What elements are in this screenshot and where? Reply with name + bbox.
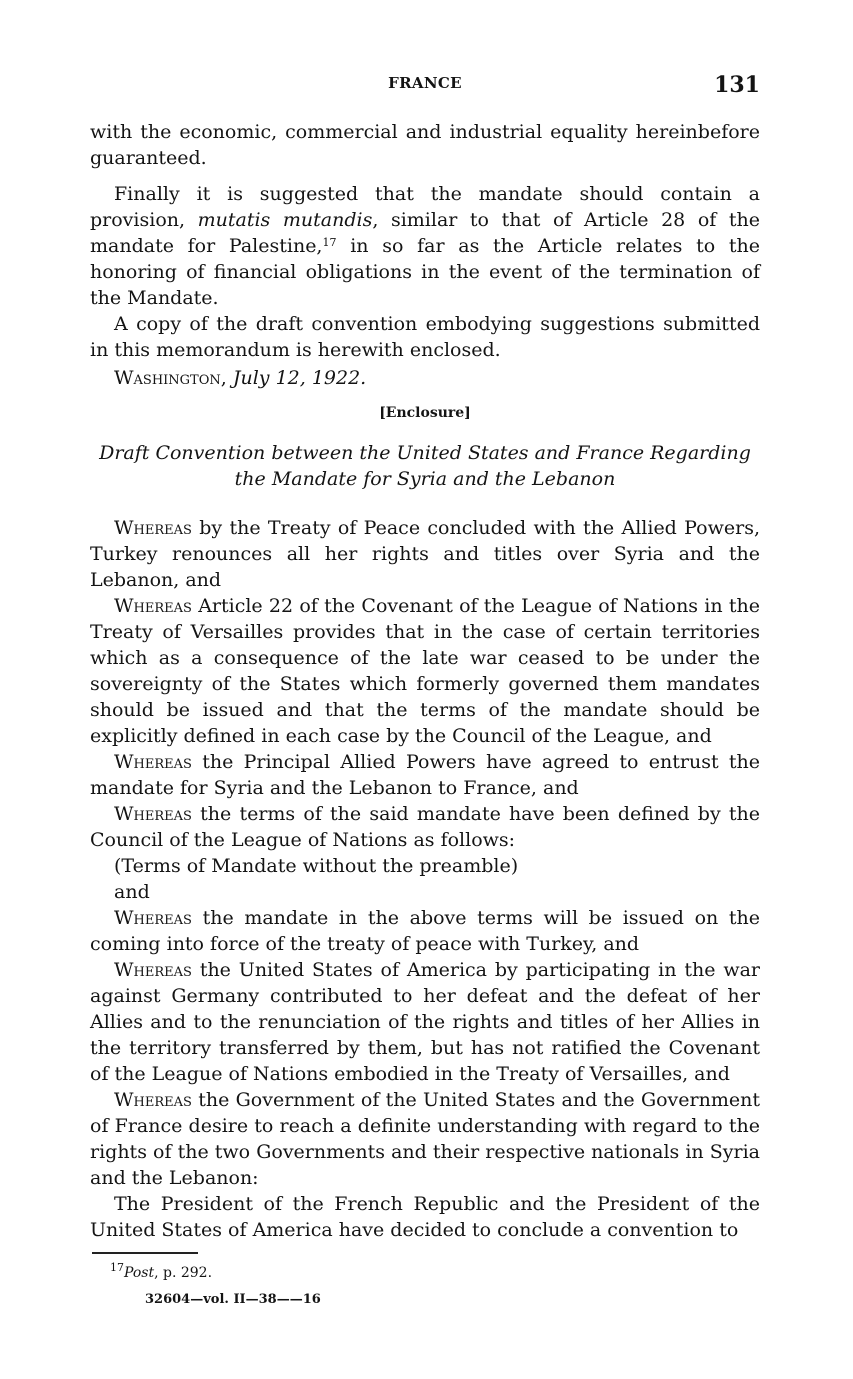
page-header [90,72,760,106]
dateline-place: Washington [114,367,221,389]
memo-paragraph-3: A copy of the draft convention embodying suggestions submitted in this memorandum is herewith enclosed. [90,313,760,361]
whereas-clause-text: the Government of the United States and the Government of France desire to reach a definite understanding with regard to the rights of the two Governments and their respective nationals in Syria and the Lebanon: [90,1089,760,1189]
page-number: 131 [714,72,760,98]
running-title: FRANCE [388,74,462,92]
dateline-date: July 12, 1922. [232,367,367,389]
memorandum-text [90,119,760,391]
whereas-keyword: Whereas [114,595,192,617]
whereas-clause-1 [90,515,760,593]
mandate-terms-and: and [114,881,150,903]
memo-p2-text-c: in so far as the Article relates to the honoring of financial obligations in the event of the termination of the Mandate. [90,235,760,309]
whereas-clause-2 [90,593,760,749]
memo-paragraph-2 [90,181,760,311]
mandate-terms-placeholder: (Terms of Mandate without the preamble) [114,855,519,877]
draft-convention-title: Draft Convention between the United States and France Regarding the Mandate for Syria and the Lebanon [99,442,751,490]
whereas-keyword: Whereas [114,959,192,981]
whereas-clause-text: the terms of the said mandate have been defined by the Council of the League of Nations as follows: [90,803,760,851]
whereas-clause-7 [90,1087,760,1191]
whereas-keyword: Whereas [114,517,192,539]
whereas-keyword: Whereas [114,751,192,773]
printer-imprint: 32604—vol. II—38——16 [145,1292,321,1307]
footnote-reference-word: Post [124,1265,155,1281]
footnote-rule [92,1252,198,1254]
whereas-clause-text: Article 22 of the Covenant of the League of Nations in the Treaty of Versailles provides that in the case of certain territories which as a consequence of the late war ceased to be under the sovereignty of the States which formerly governed them mandates should be issued and that the terms of the mandate should be explicitly defined in each case by the Council of the League, and [90,595,760,747]
memo-p2-latin-phrase: mutatis mutandis [197,209,373,231]
footnote-reference: 17 [322,236,337,249]
resolution-paragraph: The President of the French Republic and the President of the United States of America have decided to conclude a convention to [90,1193,760,1241]
whereas-clause-3 [90,749,760,801]
memo-dateline: Washington, July 12, 1922. [114,367,367,389]
whereas-clause-text: the mandate in the above terms will be issued on the coming into force of the treaty of peace with Turkey, and [90,907,760,955]
whereas-clause-6 [90,957,760,1087]
convention-text [90,515,760,1243]
whereas-clause-text: the Principal Allied Powers have agreed to entrust the mandate for Syria and the Lebanon to France, and [90,751,760,799]
footnote [110,1261,213,1281]
whereas-keyword: Whereas [114,907,192,929]
whereas-clause-text: the United States of America by participating in the war against Germany contributed to her defeat and the defeat of her Allies and to the renunciation of the rights and titles of her Allies in the territory transferred by them, but has not ratified the Covenant of the League of Nations embodied in the Treaty of Versailles, and [90,959,760,1085]
memo-p2-text-b: , similar to that of Article 28 of the mandate for Palestine, [90,209,761,257]
whereas-clause-5 [90,905,760,957]
memo-p2-text-a: Finally it is suggested that the mandate should contain a provision, [90,183,760,231]
enclosure-label: [Enclosure] [379,405,471,421]
footnote-text: , p. 292. [154,1265,213,1281]
whereas-keyword: Whereas [114,803,192,825]
whereas-clause-text: by the Treaty of Peace concluded with the Allied Powers, Turkey renounces all her rights and titles over Syria and the Lebanon, and [90,517,760,591]
memo-paragraph-1: with the economic, commercial and industrial equality hereinbefore guaranteed. [90,121,760,169]
whereas-clause-4 [90,801,760,853]
whereas-keyword: Whereas [114,1089,192,1111]
footnote-marker: 17 [110,1261,124,1274]
